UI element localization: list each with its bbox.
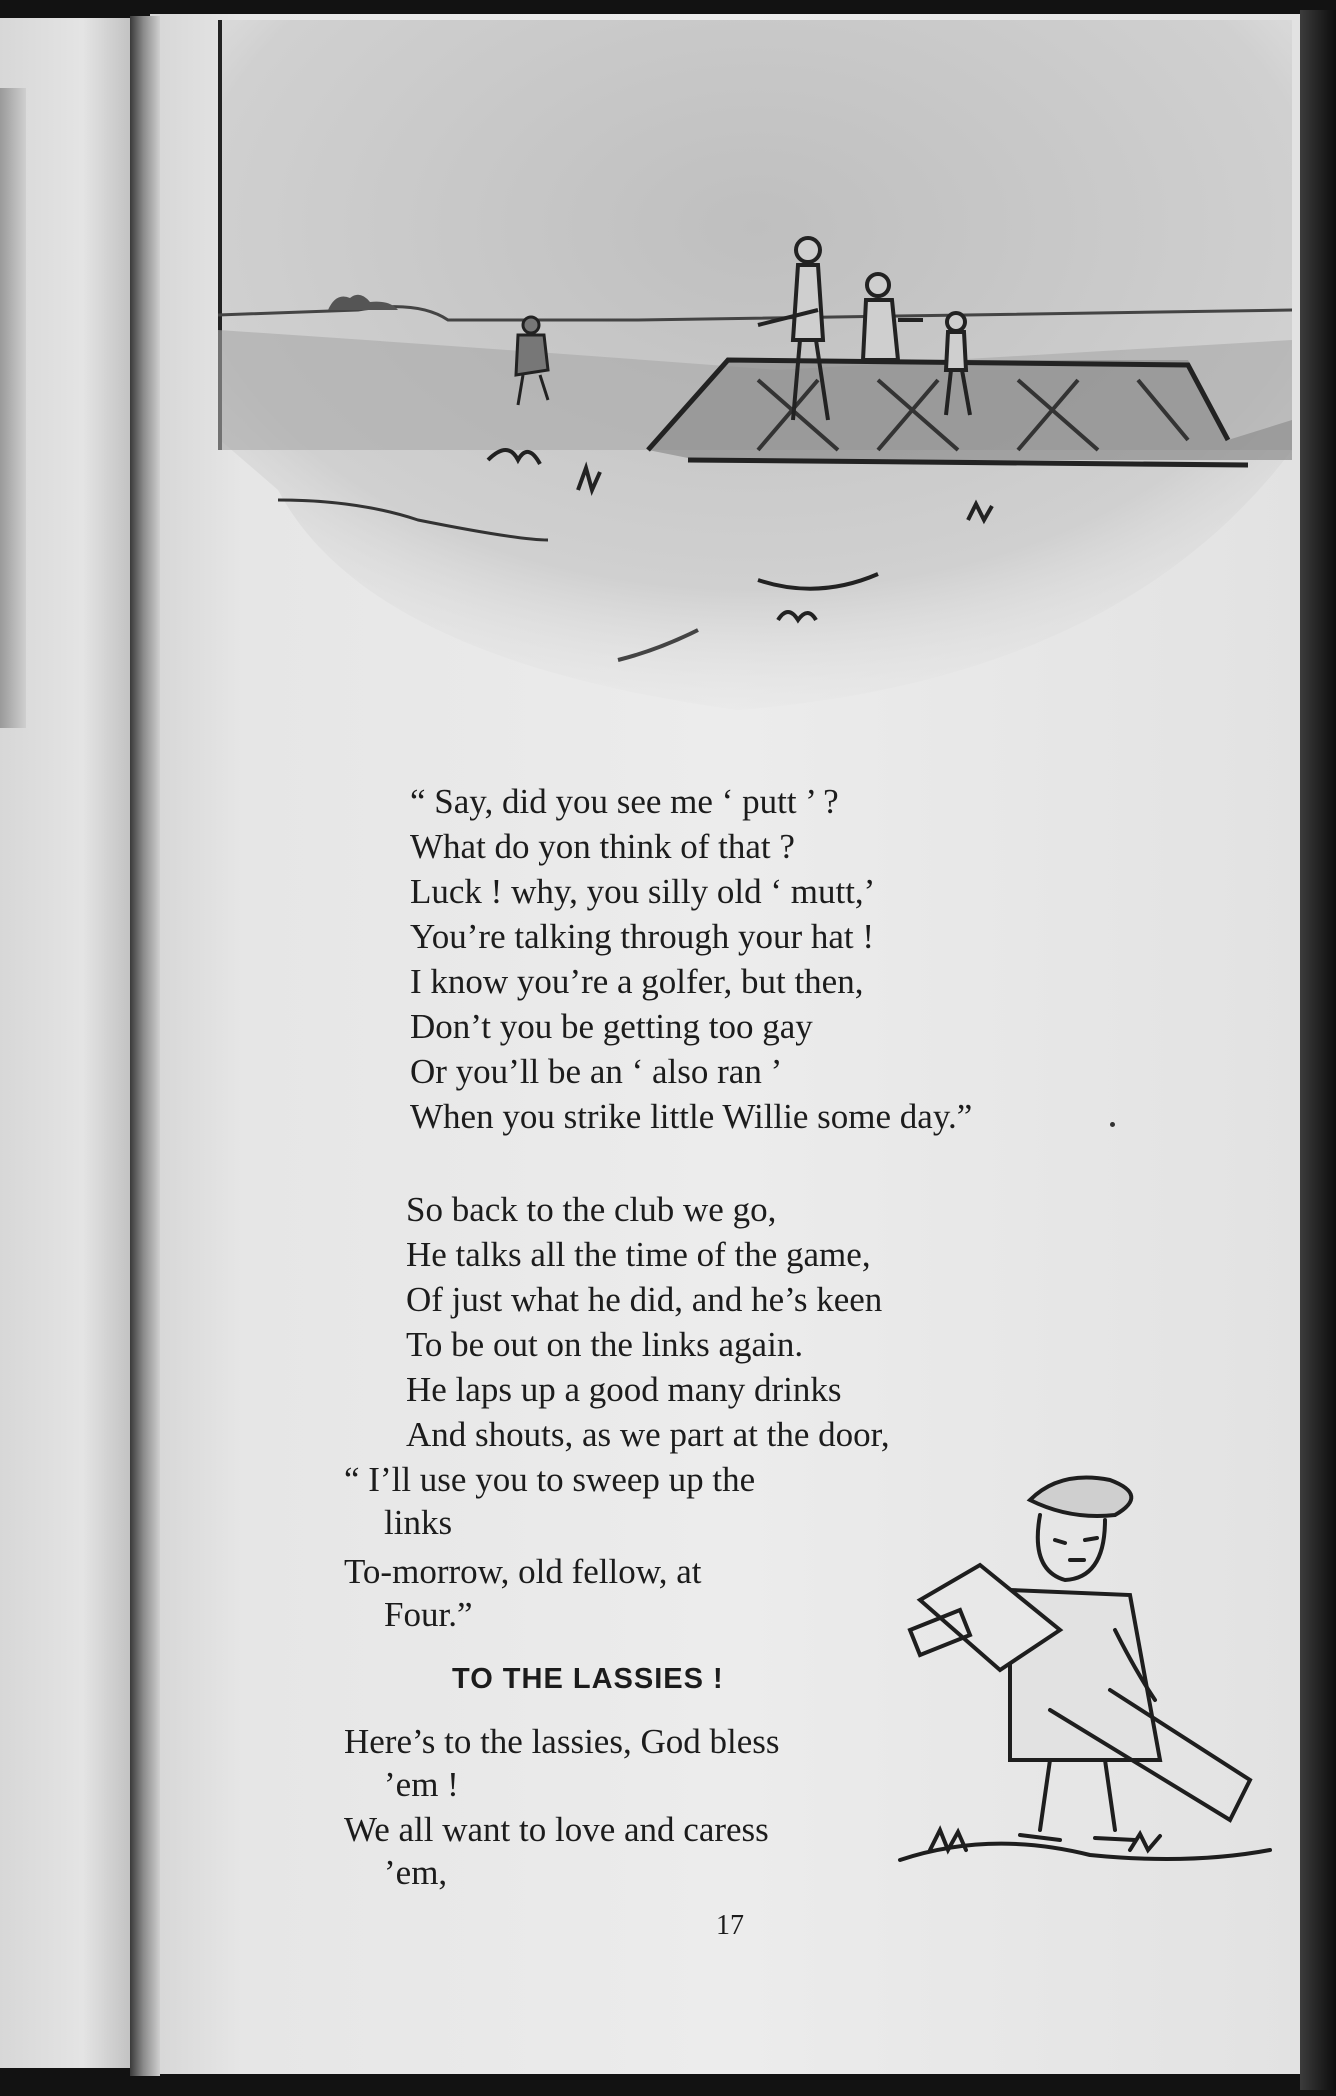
stanza2-line: “ I’ll use you to sweep up the — [344, 1460, 756, 1499]
stanza3-line: ’em, — [384, 1853, 448, 1892]
stanza1-line: What do yon think of that ? — [410, 827, 795, 866]
stanza3-line: We all want to love and caress — [344, 1810, 769, 1849]
stanza2-line: So back to the club we go, — [406, 1190, 777, 1229]
stanza2-line: Of just what he did, and he’s keen — [406, 1280, 883, 1319]
stanza2-line: He talks all the time of the game, — [406, 1235, 871, 1274]
stanza1-line: Don’t you be getting too gay — [410, 1007, 813, 1046]
stanza2-line: And shouts, as we part at the door, — [406, 1415, 890, 1454]
stanza1-line: When you strike little Willie some day.” — [410, 1097, 973, 1136]
stanza2-line: To-morrow, old fellow, at — [344, 1552, 702, 1591]
stanza1-line: Luck ! why, you silly old ‘ mutt,’ — [410, 872, 876, 911]
stanza2-line: Four.” — [384, 1595, 473, 1634]
stanza1-line: “ Say, did you see me ‘ putt ’ ? — [410, 782, 839, 821]
stanza3-line: ’em ! — [384, 1765, 459, 1804]
ink-speck — [1110, 1122, 1115, 1127]
stanza2-line: He laps up a good many drinks — [406, 1370, 842, 1409]
stanza2-line: links — [384, 1503, 453, 1542]
stanza1-line: You’re talking through your hat ! — [410, 917, 875, 956]
stanza2-line: To be out on the links again. — [406, 1325, 804, 1364]
stanza1-line: Or you’ll be an ‘ also ran ’ — [410, 1052, 783, 1091]
stanza1-line: I know you’re a golfer, but then, — [410, 962, 864, 1001]
section-heading: TO THE LASSIES ! — [452, 1663, 724, 1695]
page-number: 17 — [716, 1910, 744, 1941]
stanza3-line: Here’s to the lassies, God bless — [344, 1722, 780, 1761]
